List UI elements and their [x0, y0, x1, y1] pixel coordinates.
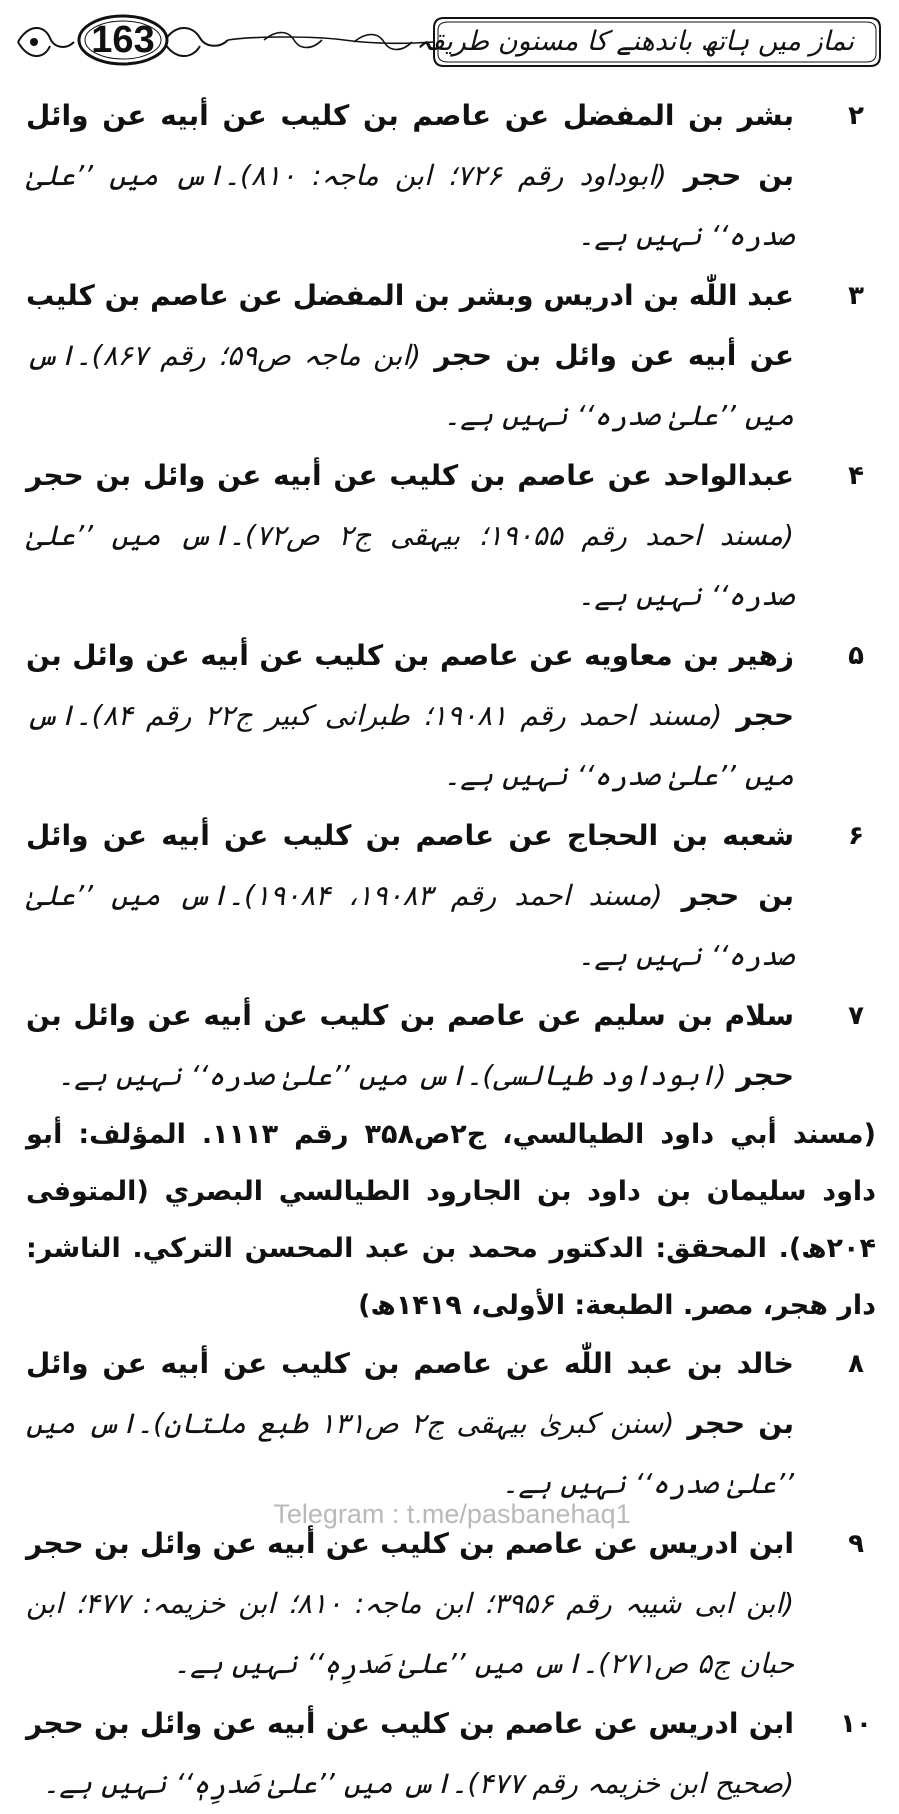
chain-text: ابن ادريس عن عاصم بن كليب عن أبيه عن وائل بن حجر: [26, 1707, 794, 1740]
list-item: [26, 86, 876, 266]
page-header: [14, 10, 882, 74]
list-item: [26, 1514, 876, 1694]
item-number: ۸: [848, 1349, 864, 1379]
reference-text: (ابن ابی شیبہ رقم ۳۹۵۶؛ ابن ماجہ: ۸۱۰؛ ابن خزیمہ: ۴۷۷؛ ابن حبان ج۵ ص۲۷۱)۔اس میں ’’علیٰ صَدرِہٖ‘‘ نہیں ہے۔: [26, 1587, 794, 1680]
reference-text: (مسند احمد رقم ۱۹۰۸۱؛ طبرانی کبیر ج۲۲ رقم ۸۴)۔اس میں ’’علیٰ صدرہ‘‘ نہیں ہے۔: [26, 699, 794, 792]
chain-text: عبدالواحد عن عاصم بن كليب عن أبيه عن وائل بن حجر: [26, 459, 794, 492]
chain-text: زهير بن معاويه عن عاصم بن كليب عن أبيه عن وائل بن حجر: [26, 639, 795, 732]
list-item: [26, 266, 876, 446]
chain-text: شعبه بن الحجاج عن عاصم بن كليب عن أبيه عن وائل بن حجر: [26, 819, 795, 912]
list-item: [26, 626, 876, 806]
chain-text: ابن ادريس عن عاصم بن كليب عن أبيه عن وائل بن حجر: [26, 1527, 794, 1560]
list-item: [26, 986, 876, 1106]
item-text: [26, 1334, 794, 1514]
item-number: ۵: [848, 641, 864, 671]
item-number: ۴: [848, 461, 864, 491]
item-number: ۷: [848, 1001, 864, 1031]
item-number: ۶: [848, 821, 864, 851]
reference-text: (ابوداود رقم ۷۲۶؛ ابن ماجہ: ۸۱۰)۔اس میں ’’علیٰ صدرہ‘‘ نہیں ہے۔: [26, 159, 794, 252]
running-title: نماز میں ہاتھ باندھنے کا مسنون طریقہ: [415, 26, 854, 57]
chain-text: بشر بن المفضل عن عاصم بن كليب عن أبيه عن وائل بن حجر: [26, 99, 795, 192]
reference-text: (مسند احمد رقم ۱۹۰۵۵؛ بیہقی ج۲ ص۷۲)۔اس میں ’’علیٰ صدرہ‘‘ نہیں ہے۔: [26, 519, 794, 612]
item-text: [26, 86, 794, 266]
reference-text: (مسند احمد رقم ۱۹۰۸۳، ۱۹۰۸۴)۔اس میں ’’علیٰ صدرہ‘‘ نہیں ہے۔: [26, 879, 794, 972]
item-text: [26, 266, 794, 446]
reference-text: (ابن ماجہ ص۵۹؛ رقم ۸۶۷)۔اس میں ’’علیٰ صدرہ‘‘ نہیں ہے۔: [26, 339, 794, 432]
list-item: [26, 1334, 876, 1514]
list-item: [26, 446, 876, 626]
reference-text: (صحیح ابن خزیمہ رقم ۴۷۷)۔اس میں ’’علیٰ صَدرِہٖ‘‘ نہیں ہے۔: [42, 1767, 794, 1800]
item-text: [26, 806, 794, 986]
chain-text: خالد بن عبد اللّٰه عن عاصم بن كليب عن أبيه عن وائل بن حجر: [26, 1347, 795, 1440]
item-text: [26, 1694, 794, 1814]
chain-text: عبد اللّٰه بن ادريس وبشر بن المفضل عن عاصم بن كليب عن أبيه عن وائل بن حجر: [26, 279, 795, 372]
telegram-watermark: Telegram : t.me/pasbanehaq1: [273, 1499, 631, 1529]
item-number: ۹: [848, 1529, 864, 1559]
page-number: 163: [91, 19, 155, 61]
item-text: [26, 446, 794, 626]
item-text: [26, 986, 794, 1106]
list-item: [26, 806, 876, 986]
list-item: [26, 1694, 876, 1814]
bibliographic-note: (مسند أبي داود الطيالسي، ج۲ص۳۵۸ رقم ۱۱۱۳. المؤلف: أبو داود سليمان بن داود بن الجارود الطيالسي البصري (المتوفى ۲۰۴ھ). المحقق: الدكتور محمد بن عبد المحسن التركي. الناشر: دار هجر، مصر. الطبعة: الأولى، ۱۴۱۹ھ): [26, 1119, 876, 1321]
item-number: ۳: [848, 281, 864, 311]
item-number: ۲: [848, 101, 864, 131]
item-text: [26, 1514, 794, 1694]
reference-text: (ابوداود طیالسی)۔اس میں ’’علیٰ صدرہ‘‘ نہیں ہے۔: [57, 1059, 727, 1092]
item-text: [26, 626, 794, 806]
chain-text: سلام بن سليم عن عاصم بن كليب عن أبيه عن وائل بن حجر: [26, 999, 794, 1092]
reference-text: (سنن کبریٰ بیہقی ج۲ ص۱۳۱ طبع ملتان)۔اس میں ’’علیٰ صدرہ‘‘ نہیں ہے۔: [26, 1407, 794, 1500]
item-number: ۱۰: [840, 1709, 872, 1739]
page-content: [26, 86, 876, 1814]
